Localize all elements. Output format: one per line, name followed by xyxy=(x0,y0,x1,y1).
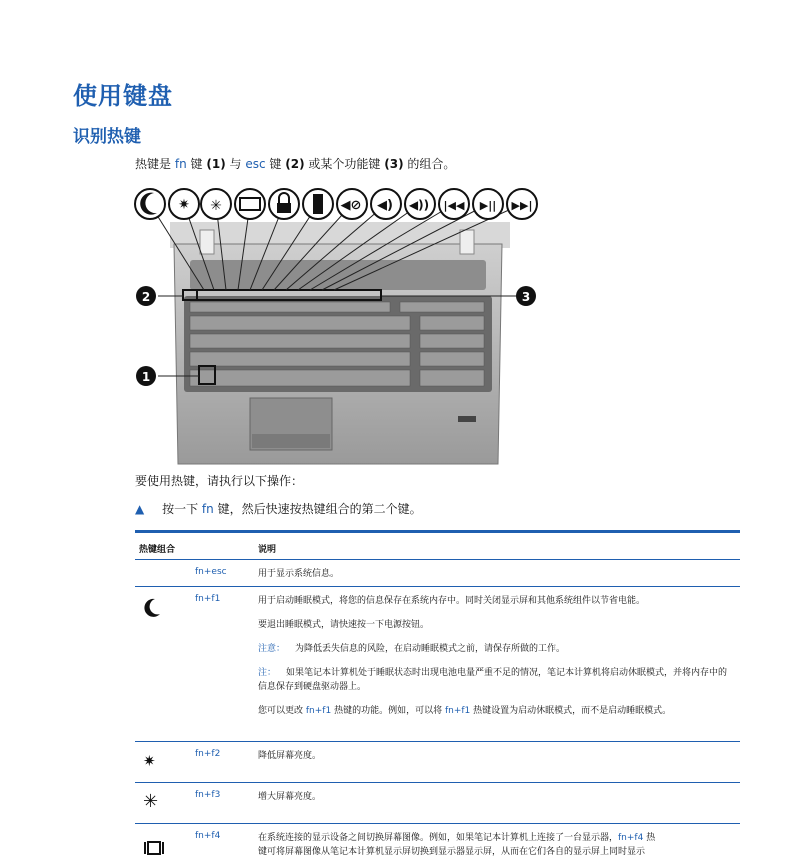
step-item: ▲ 按一下 fn 键，然后快速按热键组合的第二个键。 xyxy=(135,502,422,516)
section-title: 识别热键 xyxy=(73,127,141,147)
hotkey-desc: 用于启动睡眠模式，将您的信息保存在系统内存中。同时关闭显示屏和其他系统组件以节省电能。 要退出睡眠模式，请快速按一下电源按钮。 注意： 为降低丢失信息的风险，在启动睡眠模式之前，请保存所做的工作。 注： 如果笔记本计算机处于睡眠状态时出现电池电量严重不足的情况，笔记本计算机将启动休眠模式，并将内存中的信息保存到硬盘驱动器上。 您可以更改 fn+f1 热键的功能。例如，可以将 fn+f1 热键设置为启动休眠模式，而不是启动睡眠模式。 xyxy=(258,596,728,716)
svg-text:◀): ◀) xyxy=(377,198,393,213)
table-row xyxy=(135,742,740,783)
page-title: 使用键盘 xyxy=(73,82,173,110)
hotkey-desc: 用于显示系统信息。 xyxy=(258,569,340,579)
intro-text: 热键是 fn 键 (1) 与 esc 键 (2) 或某个功能键 (3) 的组合。 xyxy=(135,157,456,171)
step-marker-icon: ▲ xyxy=(135,502,145,516)
hotkey-table xyxy=(135,530,740,864)
svg-text:▶||: ▶|| xyxy=(479,199,497,212)
col-desc-header: 说明 xyxy=(258,545,277,555)
moon-icon xyxy=(143,597,165,617)
keyboard-illustration xyxy=(130,184,550,470)
table-header xyxy=(135,533,740,560)
table-row xyxy=(135,824,740,864)
svg-text:◀)): ◀)) xyxy=(408,198,430,212)
hotkey-fn-f2: fn+f2 xyxy=(195,749,221,759)
table-row xyxy=(135,560,740,587)
brightness-up-icon: ✳ xyxy=(143,791,159,812)
hotkey-fn-f1: fn+f1 xyxy=(195,594,221,604)
hotkey-fn-esc: fn+esc xyxy=(195,567,227,577)
display-switch-icon xyxy=(143,838,165,858)
hotkey-desc: 在系统连接的显示设备之间切换屏幕图像。例如，如果笔记本计算机上连接了一台显示器，fn+f4 热 键可将屏幕图像从笔记本计算机显示屏切换到显示器显示屏，从而在它们各自的显示屏上同时显示 xyxy=(258,833,656,857)
svg-text:▶▶|: ▶▶| xyxy=(511,199,533,212)
svg-text:✳: ✳ xyxy=(210,198,222,214)
hotkey-desc: 降低屏幕亮度。 xyxy=(258,751,322,761)
hotkey-desc: 增大屏幕亮度。 xyxy=(258,792,322,802)
col-hotkey-header: 热键组合 xyxy=(139,545,176,555)
svg-text:✷: ✷ xyxy=(178,197,190,213)
hotkey-fn-f4: fn+f4 xyxy=(195,831,221,841)
usage-paragraph: 要使用热键，请执行以下操作： xyxy=(135,474,304,488)
table-row xyxy=(135,587,740,742)
svg-text:◀⊘: ◀⊘ xyxy=(340,198,362,213)
callout-3: 3 xyxy=(521,290,531,304)
table-row xyxy=(135,783,740,824)
hotkey-fn-f3: fn+f3 xyxy=(195,790,221,800)
callout-2: 2 xyxy=(141,290,151,304)
brightness-down-icon: ✷ xyxy=(143,752,156,770)
svg-text:|◀◀: |◀◀ xyxy=(443,199,465,212)
callout-1: 1 xyxy=(141,370,151,384)
